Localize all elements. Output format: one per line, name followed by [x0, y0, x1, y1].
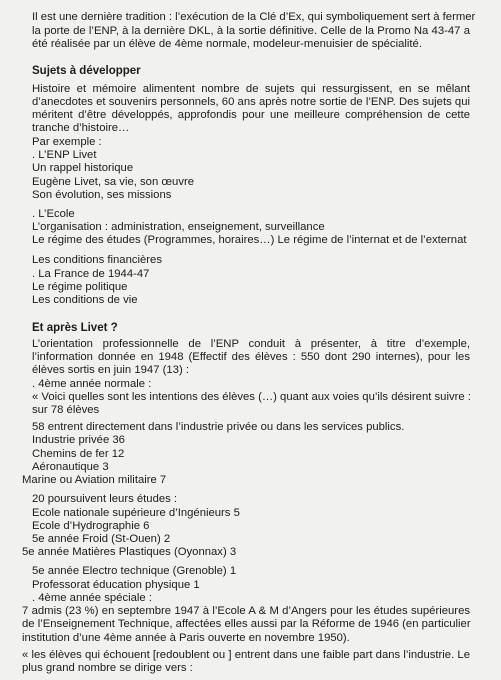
- apres-para-line-1: L’orientation professionnelle de l’ENP conduit à présenter, à titre d’exemple,: [32, 337, 470, 350]
- electro-line-2: Professorat éducation physique 1: [32, 578, 200, 591]
- quote-line-2: sur 78 élèves: [32, 404, 100, 416]
- conditions-item-3: Le régime politique: [32, 280, 128, 293]
- ecole-item-2: L’organisation : administration, enseignement, surveillance: [32, 221, 325, 233]
- admis-line-1: 7 admis (23 %) en septembre 1947 à l’Ecole A & M d’Angers pour les études supérieures: [22, 605, 470, 618]
- etudes-line-1: 20 poursuivent leurs études :: [32, 493, 178, 506]
- intro-line-1: Il est une dernière tradition : l’exécution de la Clé d’Ex, qui symboliquement sert à fermer: [32, 11, 476, 24]
- admis-line-3: institution d’une 4ème année à Paris ouverte en novembre 1950).: [22, 631, 350, 644]
- enp-item-1: . L’ENP Livet: [32, 148, 97, 161]
- electro-line-1: 5e année Electro technique (Grenoble) 1: [32, 565, 237, 578]
- industrie-line-3: Chemins de fer 12: [32, 447, 125, 460]
- electro-line-3: . 4ème année spéciale :: [32, 591, 152, 604]
- ecole-item-3: Le régime des études (Programmes, horaires…) Le régime de l’internat et de l’externat: [32, 234, 467, 247]
- normale-label: . 4ème année normale :: [32, 377, 152, 390]
- sujets-para-line-3: méritent d’être développés, approfondis pour une meilleure compréhension de cette: [32, 109, 470, 122]
- etudes-line-2: Ecole nationale supérieure d’Ingénieurs 5: [32, 506, 240, 519]
- industrie-line-5: Marine ou Aviation militaire 7: [22, 474, 167, 487]
- conditions-item-2: . La France de 1944-47: [32, 267, 150, 280]
- conditions-item-1: Les conditions financières: [32, 254, 162, 267]
- admis-line-2: de l’Enseignement Technique, affectées elles aussi par la Réforme de 1946 (en particulier: [22, 618, 471, 631]
- echouent-line-2: plus grand nombre se dirige vers :: [22, 662, 193, 674]
- enp-item-2: Un rappel historique: [32, 162, 134, 175]
- intro-line-2: la porte de l’ENP, à la dernière DKL, à la sortie définitive. Celle de la Promo Na 43-47 a: [32, 24, 470, 37]
- industrie-line-1: 58 entrent directement dans l’industrie privée ou dans les services publics.: [32, 421, 405, 434]
- echouent-line-1: « les élèves qui échouent [redoublent ou ] entrent dans une faible part dans l’industrie. Le: [22, 648, 470, 661]
- intro-line-3: été réalisée par un élève de 4ème normale, modeleur-menuisier de spécialité.: [32, 37, 422, 50]
- etudes-line-4: 5e année Froid (St-Ouen) 2: [32, 533, 171, 545]
- enp-item-4: Son évolution, ses missions: [32, 188, 172, 201]
- apres-para-line-3: élèves sortis en juin 1947 (13) :: [32, 364, 189, 377]
- industrie-line-2: Industrie privée 36: [32, 434, 125, 447]
- enp-item-3: Eugène Livet, sa vie, son œuvre: [32, 175, 195, 188]
- etudes-line-5: 5e année Matières Plastiques (Oyonnax) 3: [22, 546, 237, 559]
- example-label: Par exemple :: [32, 135, 102, 148]
- sujets-para-line-4: tranche d’histoire…: [32, 122, 130, 135]
- apres-heading: Et après Livet ?: [32, 321, 118, 334]
- etudes-line-3: Ecole d’Hydrographie 6: [32, 519, 150, 532]
- conditions-item-4: Les conditions de vie: [32, 294, 138, 306]
- industrie-line-4: Aéronautique 3: [32, 460, 109, 473]
- sujets-para-line-1: Histoire et mémoire alimentent nombre de sujets qui ressurgissent, en se mêlant: [32, 82, 470, 95]
- sujets-heading: Sujets à développer: [32, 65, 141, 78]
- quote-line-1: « Voici quelles sont les intentions des élèves (…) quant aux voies qu’ils désirent suivre :: [32, 390, 471, 403]
- apres-para-line-2: l’information donnée en 1948 (Effectif des élèves : 550 dont 290 internes), pour les: [32, 350, 470, 363]
- ecole-item-1: . L’Ecole: [32, 207, 75, 220]
- sujets-para-line-2: d’anecdotes et souvenirs personnels, 60 ans après notre sortie de l’ENP. Des sujets qui: [32, 95, 470, 108]
